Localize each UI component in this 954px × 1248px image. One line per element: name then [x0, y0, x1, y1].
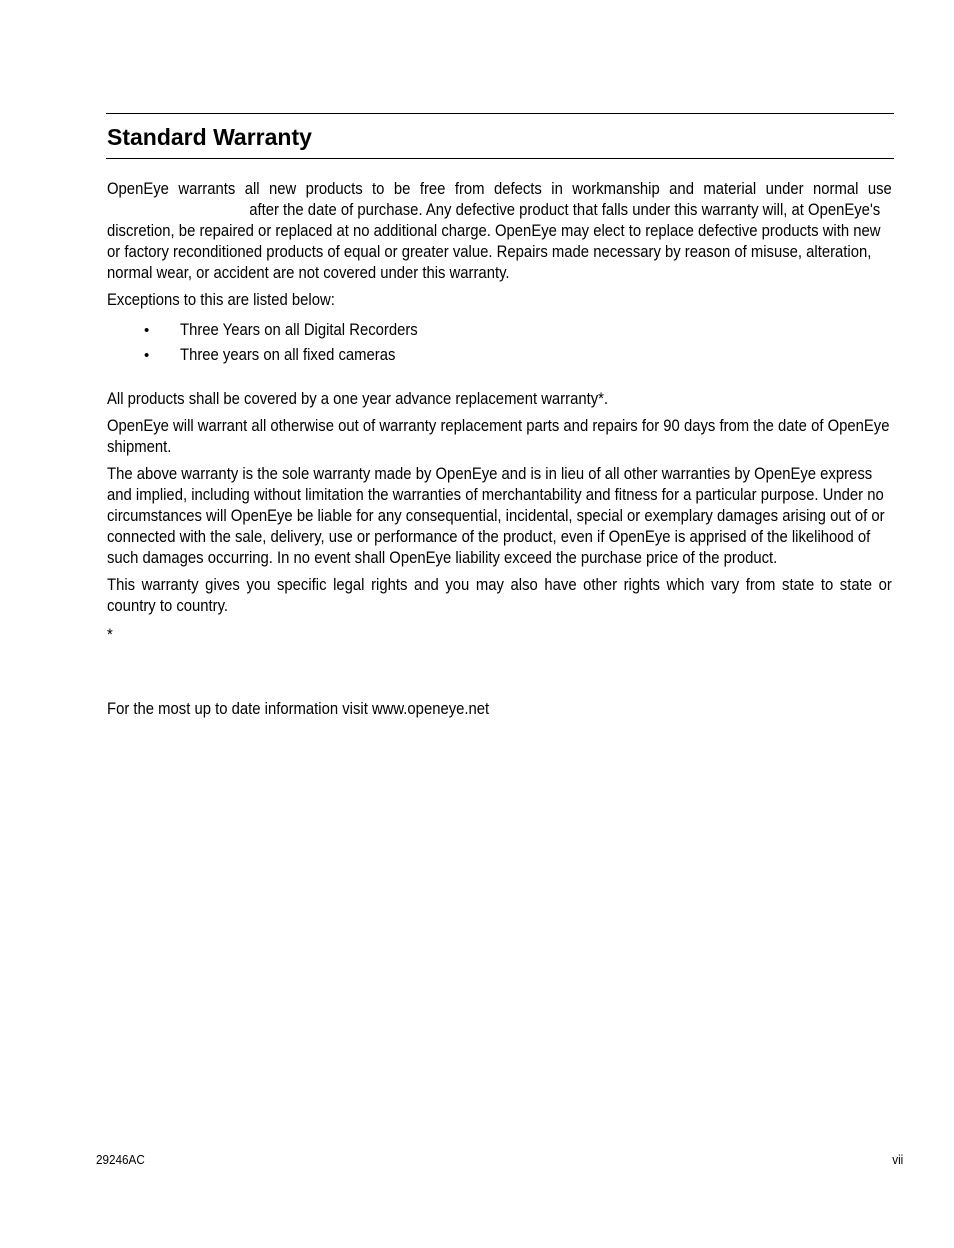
warranty-line: after the date of purchase. Any defective product that falls under this warranty will, at OpenEye's [249, 201, 881, 219]
sole-warranty-paragraph: The above warranty is the sole warranty made by OpenEye and is in lieu of all other warranties by OpenEye express and implied, including without limitation the warranties of merchantability and fitness for a particular purpose. Under no circumstances will OpenEye be liable for any consequential, incidental, special or exemplary damages arising out of or connected with the sale, delivery, use or performance of the product, even if OpenEye is apprised of the likelihood of such damages occurring. In no event shall OpenEye liability exceed the purchase price of the product. [107, 465, 885, 567]
legal-rights-line: country to country. [107, 597, 229, 615]
exceptions-list [107, 318, 444, 368]
advance-replacement-paragraph: All products shall be covered by a one year advance replacement warranty*. [107, 390, 609, 408]
warranty-paragraph [107, 179, 892, 284]
warranty-line: OpenEye warrants all new products to be free from defects in workmanship and material under normal use [107, 180, 892, 198]
document-number: 29246AC [96, 1152, 145, 1167]
warranty-line: or factory reconditioned products of equal or greater value. Repairs made necessary by reason of misuse, alteration, [107, 243, 872, 261]
bullet-icon: • [144, 322, 150, 339]
list-item-text: Three Years on all Digital Recorders [180, 321, 418, 339]
list-item-text: Three years on all fixed cameras [180, 346, 396, 364]
heading-rule-top [106, 113, 894, 114]
bullet-icon: • [144, 347, 150, 364]
legal-rights-line: This warranty gives you specific legal rights and you may also have other rights which vary from state to state or [107, 576, 892, 594]
parts-repairs-paragraph: OpenEye will warrant all otherwise out of warranty replacement parts and repairs for 90 days from the date of OpenEye shipment. [107, 417, 890, 456]
footnote-marker: * [107, 626, 113, 644]
page-title: Standard Warranty [107, 124, 312, 150]
warranty-line: normal wear, or accident are not covered under this warranty. [107, 264, 510, 282]
list-item [107, 343, 444, 368]
warranty-line: discretion, be repaired or replaced at no additional charge. OpenEye may elect to replace defective products with new [107, 222, 881, 240]
list-item [107, 318, 444, 343]
page-number: vii [891, 1152, 903, 1167]
heading-rule-bottom [106, 158, 894, 159]
exceptions-intro: Exceptions to this are listed below: [107, 291, 335, 309]
legal-rights-paragraph [107, 575, 892, 617]
visit-website-paragraph: For the most up to date information visit www.openeye.net [107, 700, 490, 718]
